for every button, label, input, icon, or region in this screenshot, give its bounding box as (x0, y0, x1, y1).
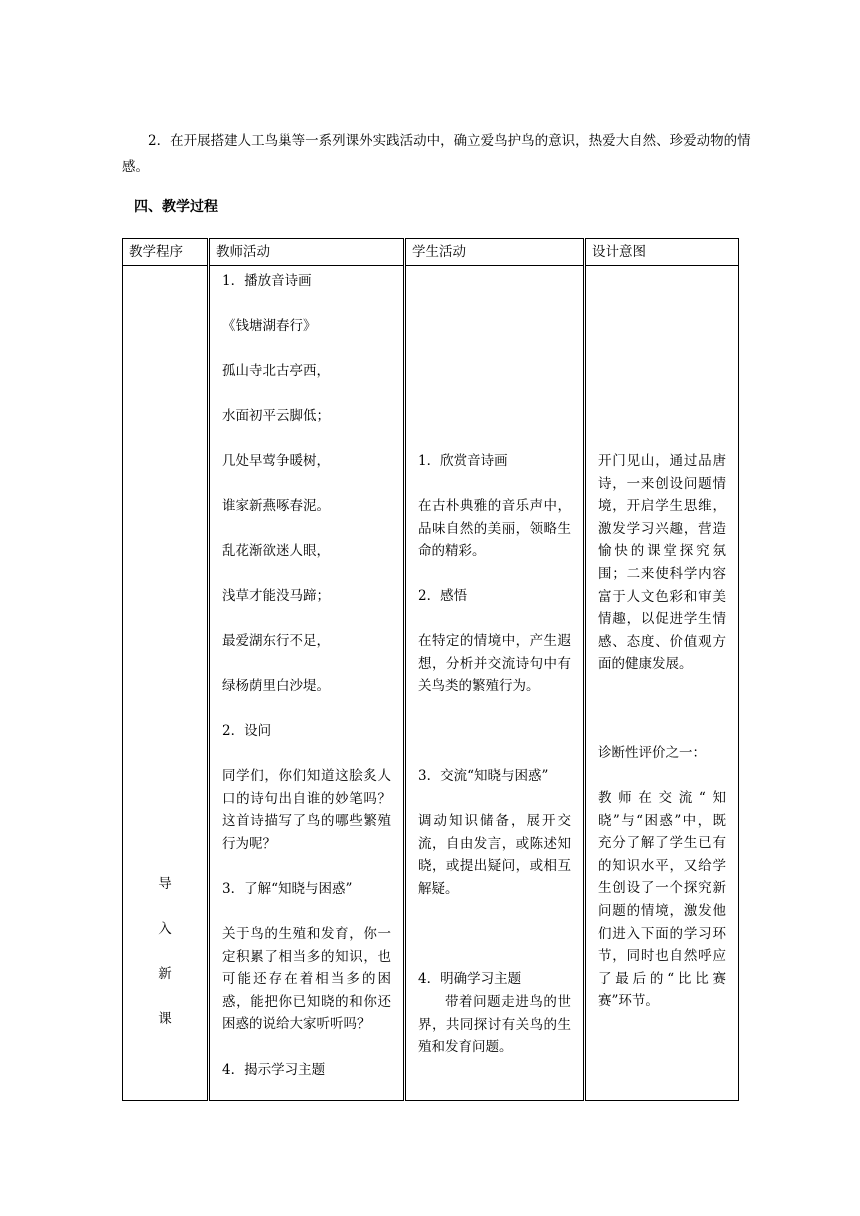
program-char: 入 (158, 921, 172, 937)
student-item: 调动知识储备，展开交流，自由发言，或陈述知晓，或提出疑问，或相互解疑。 (418, 813, 571, 897)
teacher-item: 水面初平云脚低； (222, 408, 330, 424)
objective-paragraph: 2．在开展搭建人工鸟巢等一系列课外实践活动中，确立爱鸟护鸟的意识，热爱大自然、珍爱动物的情感。 (122, 133, 751, 175)
design-intent-cell (585, 266, 739, 1101)
header-design-intent: 设计意图 (585, 239, 739, 266)
teacher-item: 乱花渐欲迷人眼， (222, 543, 330, 559)
teacher-item: 绿杨荫里白沙堤。 (222, 678, 330, 694)
header-teacher-activity: 教师活动 (209, 239, 405, 266)
teacher-item: 关于鸟的生殖和发育，你一定积累了相当多的知识，也可能还存在着相当多的困惑，能把你已知晓的和你还困惑的说给大家听听吗？ (222, 926, 391, 1033)
student-item: 1．欣赏音诗画 (418, 453, 508, 469)
teacher-item: 1．播放音诗画 (222, 273, 312, 289)
program-char: 课 (158, 1011, 172, 1027)
student-item: 4．明确学习主题 (418, 971, 522, 987)
teacher-activity-cell (209, 266, 405, 1101)
student-item: 3．交流“知晓与困惑” (418, 768, 549, 784)
teaching-process-table (122, 238, 739, 1101)
teacher-item: 同学们，你们知道这脍炙人口的诗句出自谁的妙笔吗？这首诗描写了鸟的哪些繁殖行为呢？ (222, 768, 391, 852)
section-heading: 四、教学过程 (134, 199, 218, 215)
intent-item: 诊断性评价之一： (598, 745, 706, 761)
student-activity-cell (405, 266, 585, 1101)
teacher-item: 4．揭示学习主题 (222, 1062, 326, 1078)
program-label (129, 862, 201, 1042)
header-student-activity: 学生活动 (405, 239, 585, 266)
student-item: 在古朴典雅的音乐声中，品味自然的美丽，领略生命的精彩。 (418, 498, 571, 560)
program-cell (123, 266, 209, 1101)
header-program: 教学程序 (123, 239, 209, 266)
table-row (123, 266, 739, 1101)
student-item: 在特定的情境中，产生遐想，分析并交流诗句中有关鸟类的繁殖行为。 (418, 633, 571, 695)
intent-item: 开门见山，通过品唐诗，一来创设问题情境，开启学生思维，激发学习兴趣，营造愉快的课堂探究氛围；二来使科学内容富于人文色彩和审美情趣，以促进学生情感、态度、价值观方面的健康发展。 (598, 453, 726, 673)
teacher-item: 几处早莺争暖树， (222, 453, 330, 469)
student-item: 2．感悟 (418, 588, 468, 604)
teacher-item: 3．了解“知晓与困惑” (222, 881, 353, 897)
teacher-item: 2．设问 (222, 723, 272, 739)
teacher-item: 最爱湖东行不足， (222, 633, 330, 649)
teacher-item: 谁家新燕啄春泥。 (222, 498, 330, 514)
program-char: 导 (158, 876, 172, 892)
program-char: 新 (158, 966, 172, 982)
student-item: 带着问题走进鸟的世界，共同探讨有关鸟的生殖和发育问题。 (418, 994, 571, 1056)
teacher-item: 孤山寺北古亭西， (222, 363, 330, 379)
teacher-item: 浅草才能没马蹄； (222, 588, 330, 604)
table-header-row (123, 239, 739, 266)
intent-item: 教师在交流“知晓”与“困惑”中，既充分了解了学生已有的知识水平，又给学生创设了一个探究新问题的情境，激发他们进入下面的学习环节，同时也自然呼应了最后的“比比赛赛”环节。 (598, 790, 726, 1010)
teacher-item: 《钱塘湖春行》 (222, 318, 317, 334)
